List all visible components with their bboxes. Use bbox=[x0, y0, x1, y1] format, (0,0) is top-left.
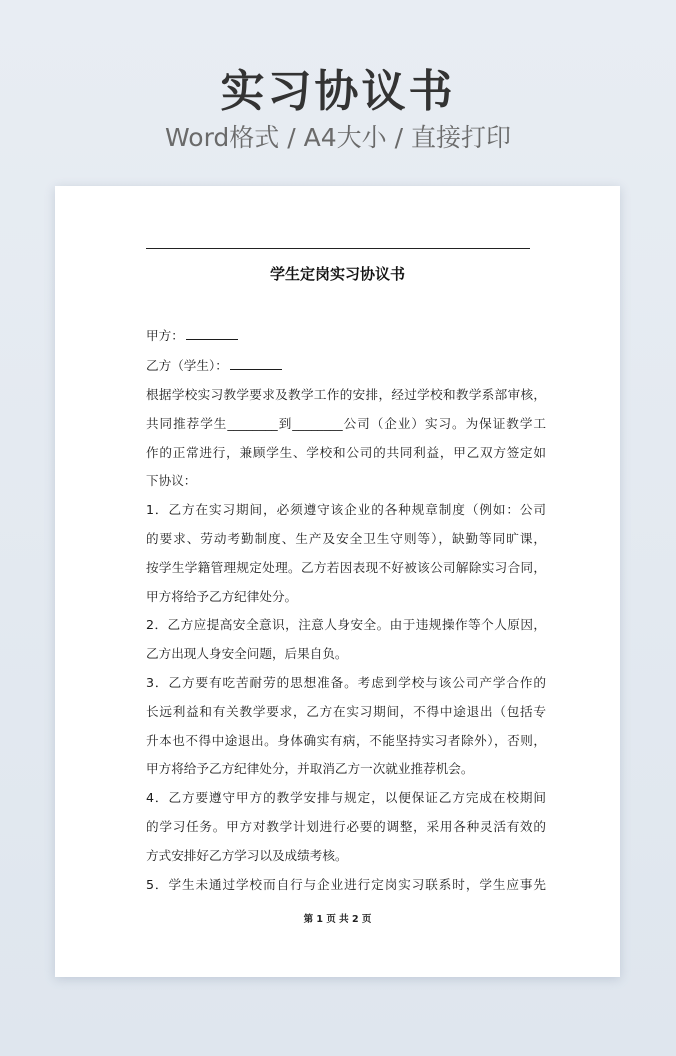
body-line: 根据学校实习教学要求及教学工作的安排，经过学校和教学系部审核， bbox=[146, 387, 546, 402]
clause-2-line: 2．乙方应提高安全意识，注意人身安全。由于违规操作等个人原因， bbox=[146, 617, 546, 633]
clause-1-line: 的要求、劳动考勤制度、生产及安全卫生守则等），缺勤等同旷课， bbox=[146, 530, 546, 546]
clause-3-line: 长远利益和有关教学要求，乙方在实习期间，不得中途退出（包括专 bbox=[146, 703, 546, 719]
clause-4-line: 方式安排好乙方学习以及成绩考核。 bbox=[146, 847, 348, 863]
party-a-line bbox=[146, 321, 546, 351]
party-b-blank bbox=[230, 355, 282, 370]
party-a-blank bbox=[186, 325, 238, 340]
clause-4-line: 的学习任务。甲方对教学计划进行必要的调整，采用各种灵活有效的 bbox=[146, 818, 546, 834]
party-b-label: 乙方（学生）： bbox=[146, 358, 228, 373]
clause-4-line: 4．乙方要遵守甲方的教学安排与规定，以便保证乙方完成在校期间 bbox=[146, 790, 546, 806]
clause-1-line: 按学生学籍管理规定处理。乙方若因表现不好被该公司解除实习合同， bbox=[146, 559, 546, 575]
document-page bbox=[55, 186, 620, 977]
body-line: 作的正常进行，兼顾学生、学校和公司的共同利益，甲乙双方签定如 bbox=[146, 444, 546, 460]
clause-3-line: 3．乙方要有吃苦耐劳的思想准备。考虑到学校与该公司产学合作的 bbox=[146, 674, 546, 690]
document-body bbox=[146, 321, 546, 899]
header-rule bbox=[146, 248, 530, 249]
page-number: 第 1 页 共 2 页 bbox=[303, 914, 372, 925]
clause-3-line: 升本也不得中途退出。身体确实有病，不能坚持实习者除外），否则， bbox=[146, 732, 546, 748]
party-a-label: 甲方： bbox=[146, 328, 184, 343]
clause-1-line: 甲方将给予乙方纪律处分。 bbox=[146, 588, 298, 604]
body-line: 下协议： bbox=[146, 473, 197, 489]
page-title: 实习协议书 bbox=[220, 66, 456, 117]
clause-2-line: 乙方出现人身安全问题，后果自负。 bbox=[146, 646, 348, 662]
clause-5-line: 5．学生未通过学校而自行与企业进行定岗实习联系时，学生应事先 bbox=[146, 876, 546, 892]
document-title: 学生定岗实习协议书 bbox=[269, 265, 405, 283]
clause-1-line: 1．乙方在实习期间，必须遵守该企业的各种规章制度（例如：公司 bbox=[146, 502, 546, 518]
page-subtitle: Word格式 / A4大小 / 直接打印 bbox=[165, 123, 511, 152]
clause-3-line: 甲方将给予乙方纪律处分，并取消乙方一次就业推荐机会。 bbox=[146, 761, 474, 777]
party-b-line bbox=[146, 351, 546, 381]
body-line: 共同推荐学生________到________公司（企业）实习。为保证教学工 bbox=[146, 415, 546, 431]
